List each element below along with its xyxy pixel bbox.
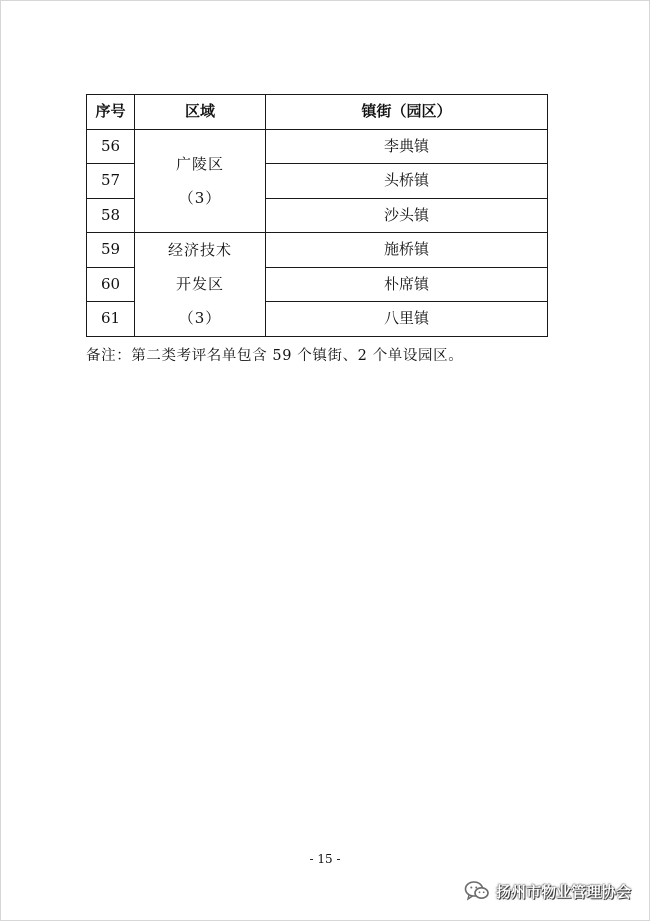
row-number: 60 (87, 267, 135, 302)
town-name: 朴席镇 (266, 267, 548, 302)
table-row (87, 233, 548, 268)
table-row (87, 129, 548, 164)
town-name: 八里镇 (266, 302, 548, 337)
watermark-text: 扬州市物业管理协会 (496, 882, 632, 901)
header-no: 序号 (87, 95, 135, 130)
watermark (464, 880, 631, 902)
row-number: 56 (87, 129, 135, 164)
region-cell-guangling (135, 129, 266, 233)
towns-table (86, 94, 548, 337)
region-name: 广陵区 (175, 154, 224, 173)
row-number: 58 (87, 198, 135, 233)
header-region: 区域 (135, 95, 266, 130)
table-header-row (87, 95, 548, 130)
town-name: 施桥镇 (266, 233, 548, 268)
town-name: 沙头镇 (266, 198, 548, 233)
wechat-icon (464, 880, 490, 902)
town-name: 李典镇 (266, 129, 548, 164)
page-number: - 15 - (309, 852, 341, 866)
region-name-line-2: 开发区 (175, 275, 224, 294)
region-cell-development-zone (135, 233, 266, 337)
row-number: 59 (87, 233, 135, 268)
table-note: 备注：第二类考评名单包含 59 个镇街、2 个单设园区。 (86, 348, 464, 364)
region-count: （3） (178, 309, 222, 328)
row-number: 57 (87, 164, 135, 199)
header-town: 镇街（园区） (266, 95, 548, 130)
region-count: （3） (178, 188, 222, 207)
region-name-line-1: 经济技术 (167, 241, 232, 260)
town-name: 头桥镇 (266, 164, 548, 199)
row-number: 61 (87, 302, 135, 337)
